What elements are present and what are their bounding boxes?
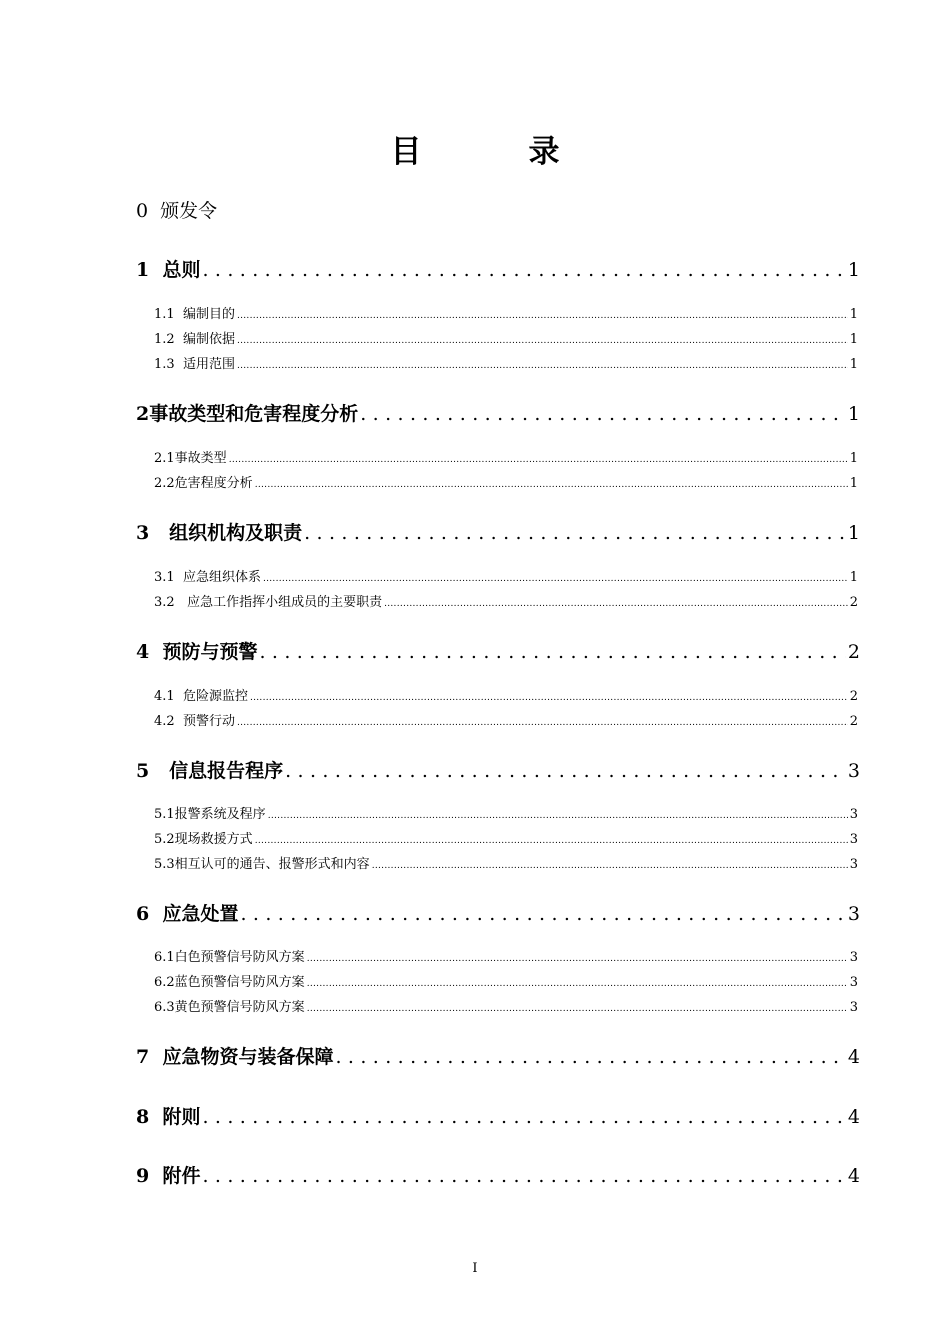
toc-entry-label: 5.3相互认可的通告、报警形式和内容: [154, 857, 370, 872]
dot-leader: [237, 332, 848, 350]
dot-leader: [202, 1105, 845, 1129]
toc-entry-5-3[interactable]: [0, 856, 950, 875]
toc-entry-1-2[interactable]: [0, 331, 950, 350]
dot-leader: [240, 902, 845, 926]
toc-page-number: 2: [849, 714, 858, 729]
toc-entry-label: 2.1事故类型: [154, 451, 227, 466]
toc-page-number: 3: [847, 903, 860, 925]
dot-leader: [335, 1045, 845, 1069]
dot-leader: [307, 950, 848, 968]
toc-page-number: 1: [847, 259, 860, 281]
toc-entry-6-1[interactable]: [0, 949, 950, 968]
toc-entry-label: 8 附则: [136, 1106, 201, 1128]
dot-leader: [237, 714, 848, 732]
toc-page-number: 1: [849, 332, 858, 347]
dot-leader: [250, 689, 848, 707]
toc-entry-label: 1.3 适用范围: [154, 357, 235, 372]
dot-leader: [285, 759, 846, 783]
toc-entry-5-1[interactable]: [0, 806, 950, 825]
toc-page-number: 4: [847, 1106, 860, 1128]
toc-entry-label: 6.1白色预警信号防风方案: [154, 950, 305, 965]
toc-page-number: 3: [849, 807, 858, 822]
dot-leader: [384, 595, 848, 613]
toc-entry-label: 4.2 预警行动: [154, 714, 235, 729]
toc-entry-label: 1.1 编制目的: [154, 307, 235, 322]
toc-entry-issuance-order[interactable]: [0, 199, 950, 223]
toc-page-number: 2: [849, 689, 858, 704]
toc-entry-5-2[interactable]: [0, 831, 950, 850]
dot-leader: [255, 476, 848, 494]
toc-page-number: 1: [847, 403, 860, 425]
toc-page-number: 3: [849, 832, 858, 847]
toc-entry-label: 2.2危害程度分析: [154, 476, 253, 491]
toc-entry-9-attachments[interactable]: [0, 1164, 950, 1188]
toc-entry-4-1[interactable]: [0, 688, 950, 707]
page-title: 目 录: [390, 134, 598, 170]
toc-entry-label: 1.2 编制依据: [154, 332, 235, 347]
dot-leader: [263, 570, 848, 588]
toc-page-number: 2: [847, 641, 860, 663]
toc-page-number: 1: [849, 570, 858, 585]
toc-entry-2-accident-types[interactable]: [0, 402, 950, 426]
toc-entry-label: 3.2 应急工作指挥小组成员的主要职责: [154, 595, 383, 610]
dot-leader: [255, 832, 848, 850]
dot-leader: [237, 357, 848, 375]
toc-entry-label: 2事故类型和危害程度分析: [136, 403, 359, 425]
toc-entry-4-prevention[interactable]: [0, 640, 950, 664]
footer-page-number: I: [472, 1261, 478, 1276]
toc-entry-3-organization[interactable]: [0, 521, 950, 545]
dot-leader: [307, 1000, 848, 1018]
dot-leader: [307, 975, 848, 993]
dot-leader: [304, 521, 846, 545]
dot-leader: [268, 807, 848, 825]
toc-entry-label: 5.1报警系统及程序: [154, 807, 266, 822]
dot-leader: [259, 640, 845, 664]
toc-page-number: 1: [849, 307, 858, 322]
toc-page-number: 2: [849, 595, 858, 610]
toc-entry-1-general[interactable]: [0, 258, 950, 282]
toc-entry-6-2[interactable]: [0, 974, 950, 993]
toc-entry-3-2[interactable]: [0, 594, 950, 613]
dot-leader: [202, 258, 845, 282]
toc-entry-label: 6.3黄色预警信号防风方案: [154, 1000, 305, 1015]
toc-page-number: 4: [847, 1046, 860, 1068]
toc-entry-1-3[interactable]: [0, 356, 950, 375]
toc-page-number: 3: [849, 950, 858, 965]
toc-entry-6-3[interactable]: [0, 999, 950, 1018]
toc-entry-label: 9 附件: [136, 1165, 201, 1187]
toc-page-number: 4: [847, 1165, 860, 1187]
toc-page-number: 1: [849, 476, 858, 491]
dot-leader: [372, 857, 848, 875]
toc-entry-7-supplies[interactable]: [0, 1045, 950, 1069]
toc-entry-label: 1 总则: [136, 259, 201, 281]
toc-entry-2-1[interactable]: [0, 450, 950, 469]
toc-page-number: 3: [849, 857, 858, 872]
toc-entry-8-supplementary[interactable]: [0, 1105, 950, 1129]
toc-page-number: 1: [847, 522, 860, 544]
dot-leader: [229, 451, 848, 469]
dot-leader: [202, 1164, 845, 1188]
toc-entry-label: 5.2现场救援方式: [154, 832, 253, 847]
toc-entry-6-response[interactable]: [0, 902, 950, 926]
toc-entry-label: 5 信息报告程序: [136, 760, 284, 782]
toc-entry-label: 7 应急物资与装备保障: [136, 1046, 334, 1068]
toc-page-number: 3: [849, 975, 858, 990]
toc-entry-label: 3.1 应急组织体系: [154, 570, 261, 585]
toc-entry-2-2[interactable]: [0, 475, 950, 494]
toc-entry-3-1[interactable]: [0, 569, 950, 588]
toc-entry-label: 0 颁发令: [136, 200, 218, 222]
toc-page-number: 1: [849, 451, 858, 466]
toc-entry-1-1[interactable]: [0, 306, 950, 325]
toc-entry-label: 6 应急处置: [136, 903, 239, 925]
toc-entry-label: 4 预防与预警: [136, 641, 258, 663]
toc-page-number: 1: [849, 357, 858, 372]
toc-page-number: 3: [847, 760, 860, 782]
dot-leader: [360, 402, 846, 426]
toc-entry-5-reporting[interactable]: [0, 759, 950, 783]
toc-entry-label: 3 组织机构及职责: [136, 522, 303, 544]
dot-leader: [237, 307, 848, 325]
toc-page-number: 3: [849, 1000, 858, 1015]
toc-entry-4-2[interactable]: [0, 713, 950, 732]
toc-entry-label: 6.2蓝色预警信号防风方案: [154, 975, 305, 990]
toc-entry-label: 4.1 危险源监控: [154, 689, 248, 704]
